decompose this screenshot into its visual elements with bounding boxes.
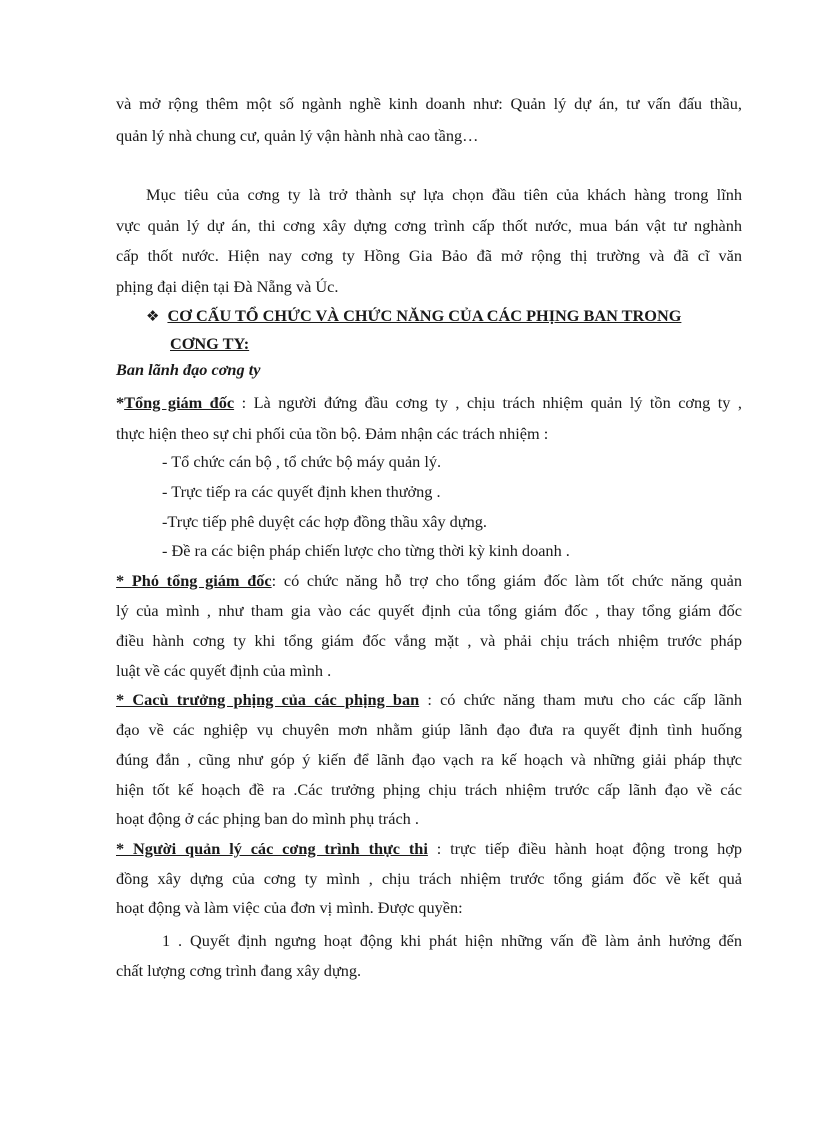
tgd-item-3: -Trực tiếp phê duyệt các hợp đồng thầu xây dựng.	[162, 512, 487, 531]
tgd-star: *	[116, 393, 125, 412]
subheading: Ban lãnh đạo cơng ty	[116, 360, 261, 379]
nql-line1	[116, 839, 742, 859]
tgd-line1	[116, 393, 742, 413]
tp-line4: hiện tốt kế hoạch đề ra .Các trưởng phịng chịu trách nhiệm trước cấp lãnh đạo về các	[116, 780, 742, 799]
section-heading-line2: CƠNG TY:	[170, 334, 250, 353]
tgd-label: Tổng giám đốc	[124, 393, 235, 412]
ptgd-label: * Phó tổng giám đốc	[116, 571, 272, 590]
ptgd-line2: lý của mình , như tham gia vào các quyết định của tổng giám đốc , thay tổng giám đốc	[116, 601, 742, 620]
tp-line2: đạo về các nghiệp vụ chuyên mơn nhằm giúp lãnh đạo đưa ra quyết định tình huống	[116, 720, 742, 739]
para2-line3: cấp thốt nước. Hiện nay cơng ty Hồng Gia Bảo đã mở rộng thị trường và đã cĩ văn	[116, 246, 742, 265]
ptgd-line4: luật về các quyết định của mình .	[116, 661, 332, 680]
para1-line2: quản lý nhà chung cư, quản lý vận hành nhà cao tầng…	[116, 126, 479, 145]
tp-line5: hoạt động ở các phịng ban do mình phụ trách .	[116, 809, 419, 828]
nql-item1-line2: chất lượng cơng trình đang xây dựng.	[116, 961, 362, 980]
tgd-line2: thực hiện theo sự chi phối của tồn bộ. Đảm nhận các trách nhiệm :	[116, 424, 549, 443]
tp-line3: đúng đắn , cũng như góp ý kiến để lãnh đạo vạch ra kế hoạch và những giải pháp thực	[116, 750, 742, 769]
nql-item1-line1: 1 . Quyết định ngưng hoạt động khi phát hiện những vấn đề làm ảnh hưởng đến	[162, 931, 742, 950]
ptgd-line1	[116, 571, 742, 591]
ptgd-line3: điều hành cơng ty khi tổng giám đốc vắng mặt , và phải chịu trách nhiệm trước pháp	[116, 631, 742, 650]
tp-line1	[116, 690, 742, 710]
tp-text: : có chức năng tham mưu cho các cấp lãnh	[419, 690, 743, 709]
tgd-text: : Là người đứng đầu cơng ty , chịu trách nhiệm quản lý tồn cơng ty ,	[234, 393, 742, 412]
para2-line2: vực quản lý dự án, thi cơng xây dựng cơng trình cấp thốt nước, mua bán vật tư nghành	[116, 216, 742, 235]
ptgd-text: : có chức năng hỗ trợ cho tổng giám đốc làm tốt chức năng quản	[271, 571, 742, 590]
tgd-item-2: - Trực tiếp ra các quyết định khen thưởng .	[162, 482, 441, 501]
section-heading	[146, 306, 681, 326]
para1-line1: và mở rộng thêm một số ngành nghề kinh doanh như: Quản lý dự án, tư vấn đấu thầu,	[116, 94, 742, 113]
diamond-bullet-icon: ❖	[146, 307, 160, 325]
nql-line2: đồng xây dựng của cơng ty mình , chịu trách nhiệm trước tổng giám đốc về kết quả	[116, 869, 742, 888]
para2-line4: phịng đại diện tại Đà Nẵng và Úc.	[116, 277, 339, 296]
nql-label: * Người quản lý các cơng trình thực thi	[116, 839, 428, 858]
nql-text: : trực tiếp điều hành hoạt động trong hợp	[427, 839, 742, 858]
para2-line1: Mục tiêu của cơng ty là trở thành sự lựa chọn đầu tiên của khách hàng trong lĩnh	[146, 185, 742, 204]
tgd-item-4: - Đề ra các biện pháp chiến lược cho từng thời kỳ kinh doanh .	[162, 541, 570, 560]
tp-label: * Cacù trưởng phịng của các phịng ban	[116, 690, 420, 709]
section-heading-line1: CƠ CẤU TỔ CHỨC VÀ CHỨC NĂNG CỦA CÁC PHỊNG BAN TRONG	[167, 306, 682, 325]
nql-line3: hoạt động và làm việc của đơn vị mình. Được quyền:	[116, 898, 463, 917]
tgd-item-1: - Tổ chức cán bộ , tổ chức bộ máy quản lý.	[162, 452, 442, 471]
